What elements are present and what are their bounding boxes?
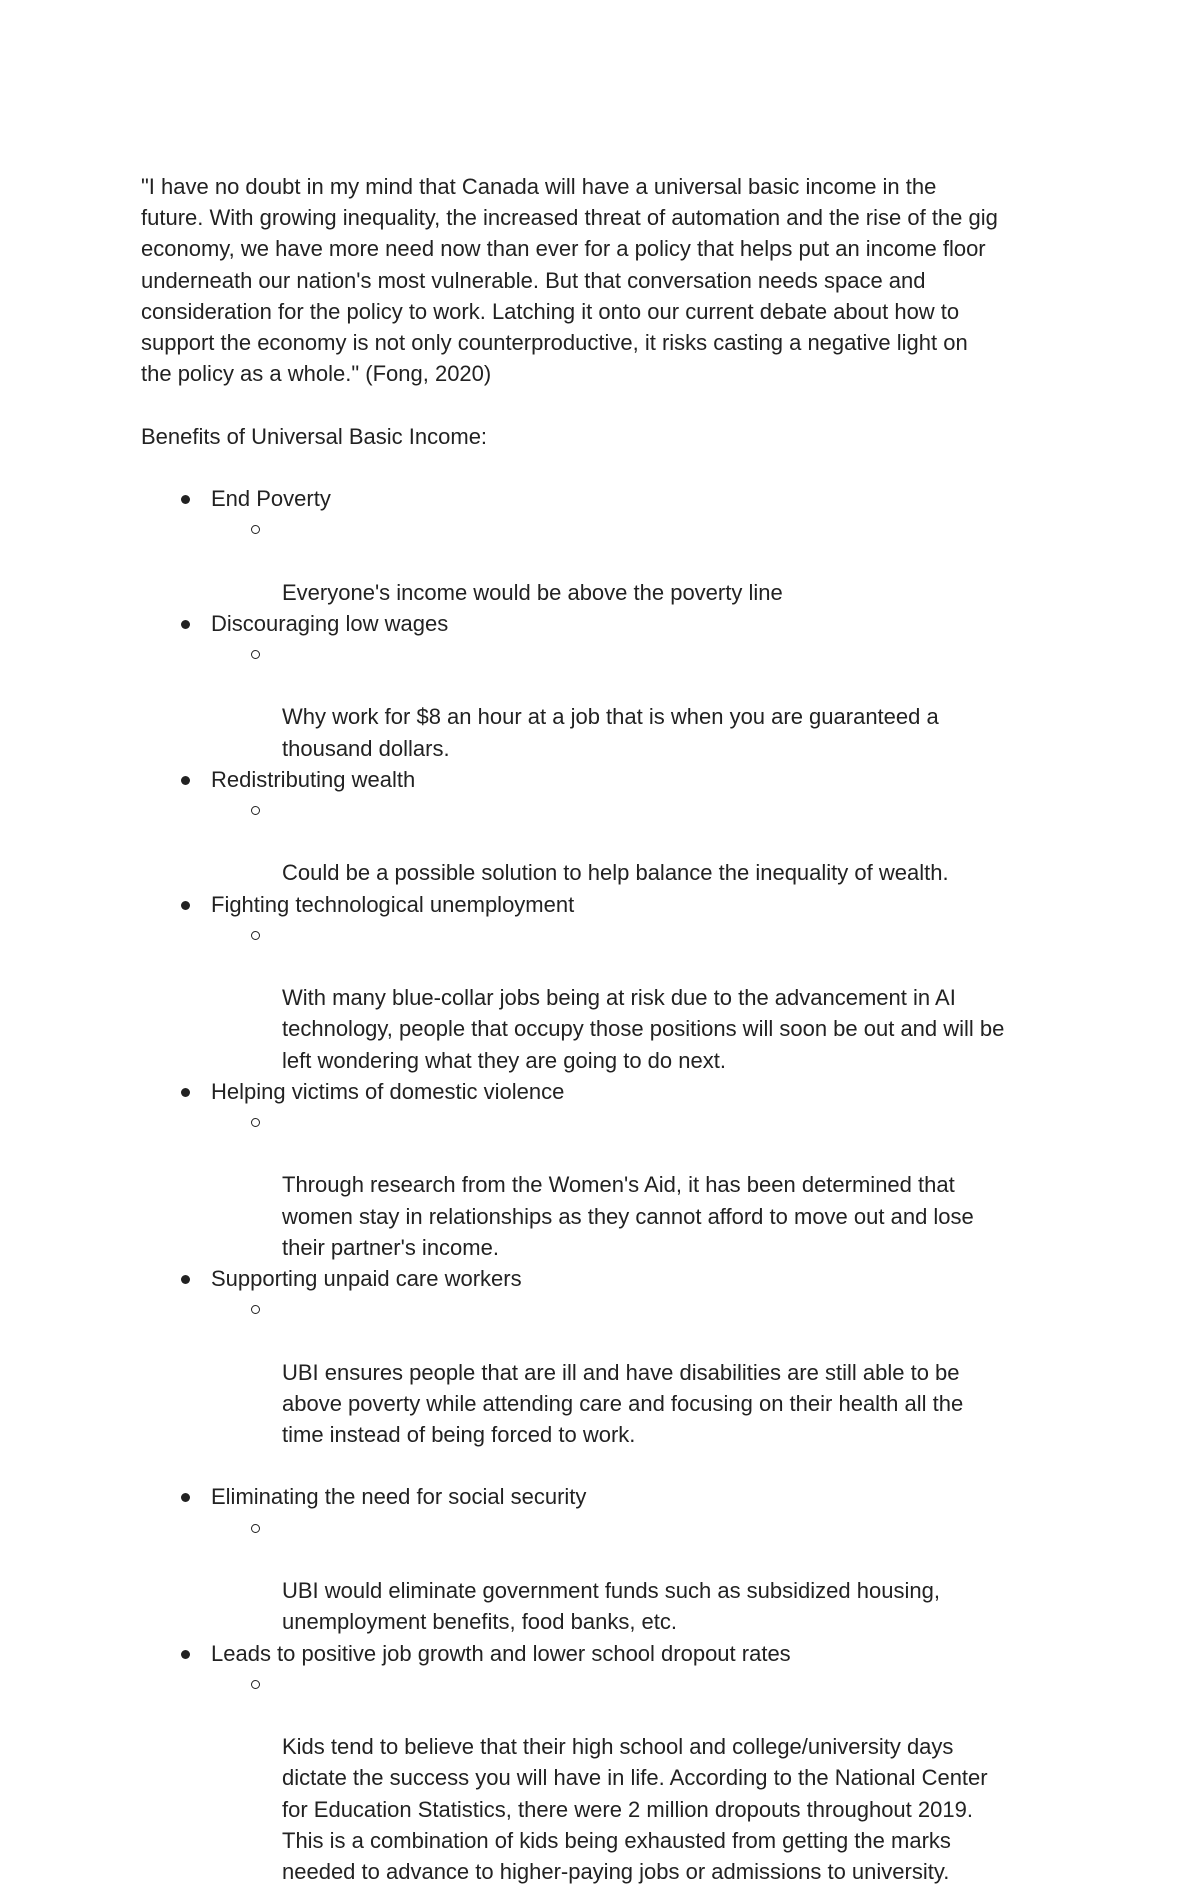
benefit-detail: Everyone's income would be above the poverty line <box>282 580 783 605</box>
hollow-bullet-icon <box>251 1305 260 1314</box>
benefit-sublist <box>211 795 1071 889</box>
benefit-sublist <box>211 1294 1071 1450</box>
bullet-icon <box>181 495 190 504</box>
bullet-icon <box>181 1088 190 1097</box>
benefit-sublist <box>211 1513 1071 1638</box>
benefit-title: Discouraging low wages <box>211 611 448 636</box>
benefit-detail: Could be a possible solution to help balance the inequality of wealth. <box>282 860 949 885</box>
benefit-sublist <box>211 639 1071 764</box>
benefit-detail: Why work for $8 an hour at a job that is when you are guaranteed a thousand dollars. <box>282 704 939 760</box>
benefit-detail: UBI ensures people that are ill and have disabilities are still able to be above poverty while attending care and focusing on their health all the time instead of being forced to work. <box>282 1360 963 1447</box>
hollow-bullet-icon <box>251 650 260 659</box>
list-item <box>141 1076 1071 1263</box>
bullet-icon <box>181 776 190 785</box>
benefit-detail: Kids tend to believe that their high school and college/university days dictate the success you will have in life. According to the National Center for Education Statistics, there were 2 million dropouts throughout 2019. This is a combination of kids being exhausted from getting the marks needed to advance to higher-paying jobs or admissions to university. <box>282 1734 988 1884</box>
list-item <box>141 608 1071 764</box>
list-item <box>141 1638 1071 1887</box>
benefit-title: Supporting unpaid care workers <box>211 1266 522 1291</box>
benefit-title: End Poverty <box>211 486 331 511</box>
benefits-list <box>141 483 1071 1887</box>
sub-list-item <box>211 795 1071 889</box>
benefits-heading: Benefits of Universal Basic Income: <box>141 421 1071 452</box>
benefit-detail: Through research from the Women's Aid, it has been determined that women stay in relationships as they cannot afford to move out and lose their partner's income. <box>282 1172 974 1259</box>
document-page <box>141 171 1071 1887</box>
benefit-title: Fighting technological unemployment <box>211 892 574 917</box>
bullet-icon <box>181 1493 190 1502</box>
benefit-title: Redistributing wealth <box>211 767 415 792</box>
bullet-icon <box>181 1275 190 1284</box>
bullet-icon <box>181 901 190 910</box>
sub-list-item <box>211 920 1071 1076</box>
list-item <box>141 483 1071 608</box>
list-item <box>141 1481 1071 1637</box>
hollow-bullet-icon <box>251 1680 260 1689</box>
benefit-detail: With many blue-collar jobs being at risk due to the advancement in AI technology, people that occupy those positions will soon be out and will be left wondering what they are going to do next. <box>282 985 1004 1072</box>
benefit-sublist <box>211 920 1071 1076</box>
sub-list-item <box>211 1107 1071 1263</box>
benefit-sublist <box>211 1107 1071 1263</box>
sub-list-item <box>211 639 1071 764</box>
list-item <box>141 764 1071 889</box>
hollow-bullet-icon <box>251 931 260 940</box>
benefit-title: Leads to positive job growth and lower school dropout rates <box>211 1641 791 1666</box>
fong-quote: "I have no doubt in my mind that Canada will have a universal basic income in the future. With growing inequality, the increased threat of automation and the rise of the gig economy, we have more need now than ever for a policy that helps put an income floor underneath our nation's most vulnerable. But that conversation needs space and consideration for the policy to work. Latching it onto our current debate about how to support the economy is not only counterproductive, it risks casting a negative light on the policy as a whole." (Fong, 2020) <box>141 171 1071 389</box>
benefit-title: Helping victims of domestic violence <box>211 1079 564 1104</box>
hollow-bullet-icon <box>251 1118 260 1127</box>
list-item <box>141 1263 1071 1450</box>
hollow-bullet-icon <box>251 1524 260 1533</box>
hollow-bullet-icon <box>251 525 260 534</box>
sub-list-item <box>211 1294 1071 1450</box>
sub-list-item <box>211 1669 1071 1887</box>
benefit-sublist <box>211 1669 1071 1887</box>
hollow-bullet-icon <box>251 806 260 815</box>
list-item <box>141 889 1071 1076</box>
benefit-detail: UBI would eliminate government funds such as subsidized housing, unemployment benefits, food banks, etc. <box>282 1578 940 1634</box>
sub-list-item <box>211 1513 1071 1638</box>
sub-list-item <box>211 514 1071 608</box>
bullet-icon <box>181 1650 190 1659</box>
benefit-title: Eliminating the need for social security <box>211 1484 586 1509</box>
benefit-sublist <box>211 514 1071 608</box>
bullet-icon <box>181 620 190 629</box>
